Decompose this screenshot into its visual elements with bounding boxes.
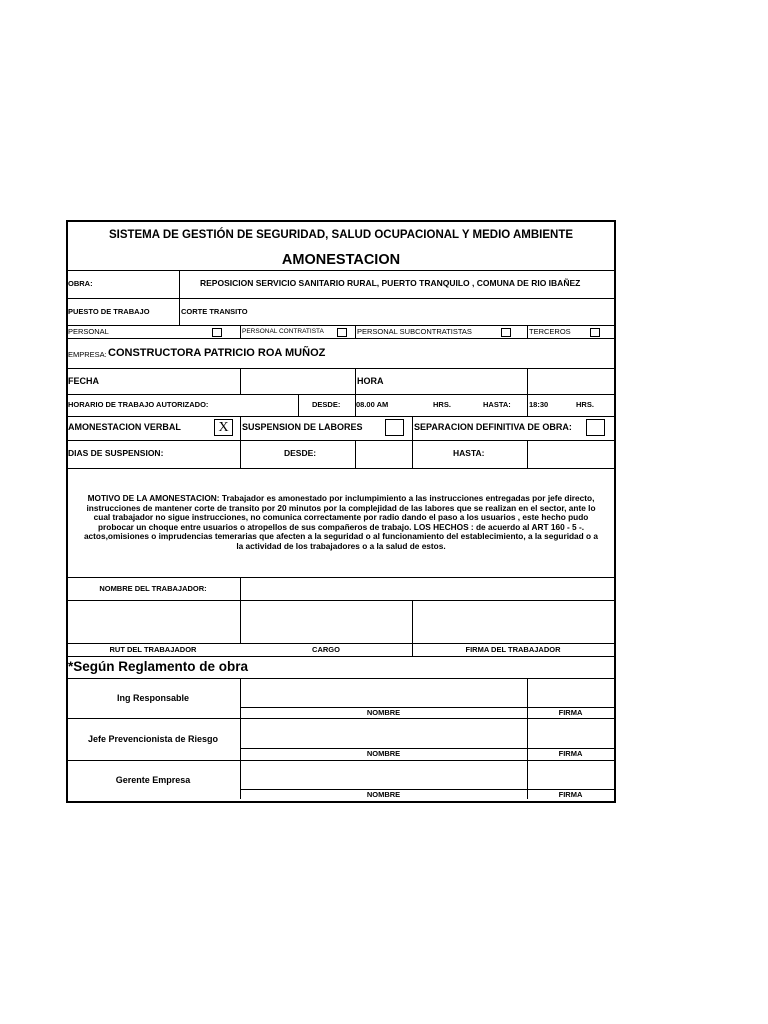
nombre-trabajador-label: NOMBRE DEL TRABAJADOR: xyxy=(99,584,207,593)
firma-role: Ing Responsable xyxy=(116,693,189,703)
rule xyxy=(527,394,528,416)
firma-nombre-label: NOMBRE xyxy=(366,749,401,758)
firma-nombre-label: NOMBRE xyxy=(366,790,401,799)
rule xyxy=(66,270,616,271)
rut-trabajador-label: RUT DEL TRABAJADOR xyxy=(109,645,197,654)
rule xyxy=(240,325,241,338)
rule xyxy=(298,394,299,416)
rule xyxy=(355,440,356,468)
amonestacion-form xyxy=(66,220,616,803)
rule xyxy=(240,416,241,440)
verbal-checkbox[interactable]: X xyxy=(214,419,233,436)
dias-desde-label: DESDE: xyxy=(284,448,317,458)
motivo-line: instrucciones de mantener corte de transito por 20 minutos por la complejidad de las labores que se realizan en el sector, ante lo xyxy=(86,502,596,513)
rule xyxy=(66,325,616,326)
horario-hasta-value: 18:30 xyxy=(529,400,549,409)
puesto-value: CORTE TRANSITO xyxy=(181,307,248,316)
empresa-label: EMPRESA: xyxy=(68,350,107,359)
personal-checkbox[interactable] xyxy=(212,328,222,337)
rule xyxy=(527,325,528,338)
rule xyxy=(527,368,528,394)
firma-role: Gerente Empresa xyxy=(115,775,191,785)
horario-label: HORARIO DE TRABAJO AUTORIZADO: xyxy=(68,400,209,409)
rule xyxy=(355,368,356,394)
puesto-label: PUESTO DE TRABAJO xyxy=(68,307,150,316)
contratista-checkbox[interactable] xyxy=(337,328,347,337)
rule xyxy=(66,298,616,299)
fecha-label: FECHA xyxy=(68,376,99,386)
motivo-line: cual trabajador no sigue instrucciones, no comunica correctamente por radio dando el paso a los usuarios , este hecho pudo xyxy=(93,512,589,522)
system-title: SISTEMA DE GESTIÓN DE SEGURIDAD, SALUD OCUPACIONAL Y MEDIO AMBIENTE xyxy=(108,229,574,241)
form-title: AMONESTACION xyxy=(281,252,401,268)
rule xyxy=(527,678,528,799)
terceros-label: TERCEROS xyxy=(529,327,571,336)
rule xyxy=(66,338,616,339)
rule xyxy=(66,760,616,761)
rule xyxy=(240,440,241,468)
motivo-text xyxy=(68,494,614,551)
rule xyxy=(66,600,616,601)
obra-label: OBRA: xyxy=(68,279,93,288)
dias-label: DIAS DE SUSPENSION: xyxy=(68,448,164,458)
rule xyxy=(66,577,616,578)
rule xyxy=(240,368,241,394)
horario-hrs-1: HRS. xyxy=(433,400,451,409)
hora-label: HORA xyxy=(357,376,384,386)
firma-firma-label: FIRMA xyxy=(558,790,583,799)
terceros-checkbox[interactable] xyxy=(590,328,600,337)
rule xyxy=(527,440,528,468)
suspension-label: SUSPENSION DE LABORES xyxy=(242,422,363,432)
firma-firma-label: FIRMA xyxy=(558,749,583,758)
reglamento-note: *Según Reglamento de obra xyxy=(68,659,249,674)
horario-hrs-2: HRS. xyxy=(576,400,594,409)
rule xyxy=(355,325,356,338)
rule xyxy=(66,468,616,469)
separacion-label: SEPARACION DEFINITIVA DE OBRA: xyxy=(414,422,572,432)
rule xyxy=(66,656,616,657)
separacion-checkbox[interactable] xyxy=(586,419,605,436)
rule xyxy=(412,416,413,440)
rule xyxy=(66,440,616,441)
horario-hasta-label: HASTA: xyxy=(483,400,511,409)
rule xyxy=(66,394,616,395)
obra-value: REPOSICION SERVICIO SANITARIO RURAL, PUERTO TRANQUILO , COMUNA DE RIO IBAÑEZ xyxy=(200,278,581,288)
rule xyxy=(412,440,413,468)
rule xyxy=(240,577,241,643)
horario-desde-value: 08.00 AM xyxy=(356,400,389,409)
rule xyxy=(66,368,616,369)
subcontratistas-checkbox[interactable] xyxy=(501,328,511,337)
dias-hasta-label: HASTA: xyxy=(453,448,485,458)
motivo-line: actos,omisiones o imprudencias temerarias que afecten a la seguridad o al funcionamiento del establecimiento, a la seguridad o a xyxy=(83,531,599,541)
contratista-label: PERSONAL CONTRATISTA xyxy=(242,328,324,335)
rule xyxy=(66,718,616,719)
firma-nombre-label: NOMBRE xyxy=(366,708,401,717)
rule xyxy=(66,678,616,679)
verbal-label: AMONESTACION VERBAL xyxy=(68,422,181,432)
motivo-line: MOTIVO DE LA AMONESTACION: Trabajador es amonestado por inclumpimiento a las instrucciones entregadas por jefe directo, xyxy=(87,493,595,503)
cargo-label: CARGO xyxy=(312,645,340,654)
firma-firma-label: FIRMA xyxy=(558,708,583,717)
suspension-checkbox[interactable] xyxy=(385,419,404,436)
firma-trabajador-label: FIRMA DEL TRABAJADOR xyxy=(465,645,561,654)
horario-desde-label: DESDE: xyxy=(312,400,341,409)
motivo-line: probocar un choque entre usuarios o atropellos de sus compañeros de trabajo. LOS HECHOS : de acuerdo al ART 160 - 5 -. xyxy=(97,521,585,532)
rule xyxy=(66,416,616,417)
personal-label: PERSONAL xyxy=(68,327,109,336)
subcontratistas-label: PERSONAL SUBCONTRATISTAS xyxy=(357,327,472,336)
empresa-value: CONSTRUCTORA PATRICIO ROA MUÑOZ xyxy=(108,347,326,359)
firma-role: Jefe Prevencionista de Riesgo xyxy=(87,734,219,744)
rule xyxy=(179,270,180,325)
motivo-line: la actividad de los trabajadores o a la salud de estos. xyxy=(236,540,446,551)
rule xyxy=(66,643,616,644)
rule xyxy=(240,678,241,799)
